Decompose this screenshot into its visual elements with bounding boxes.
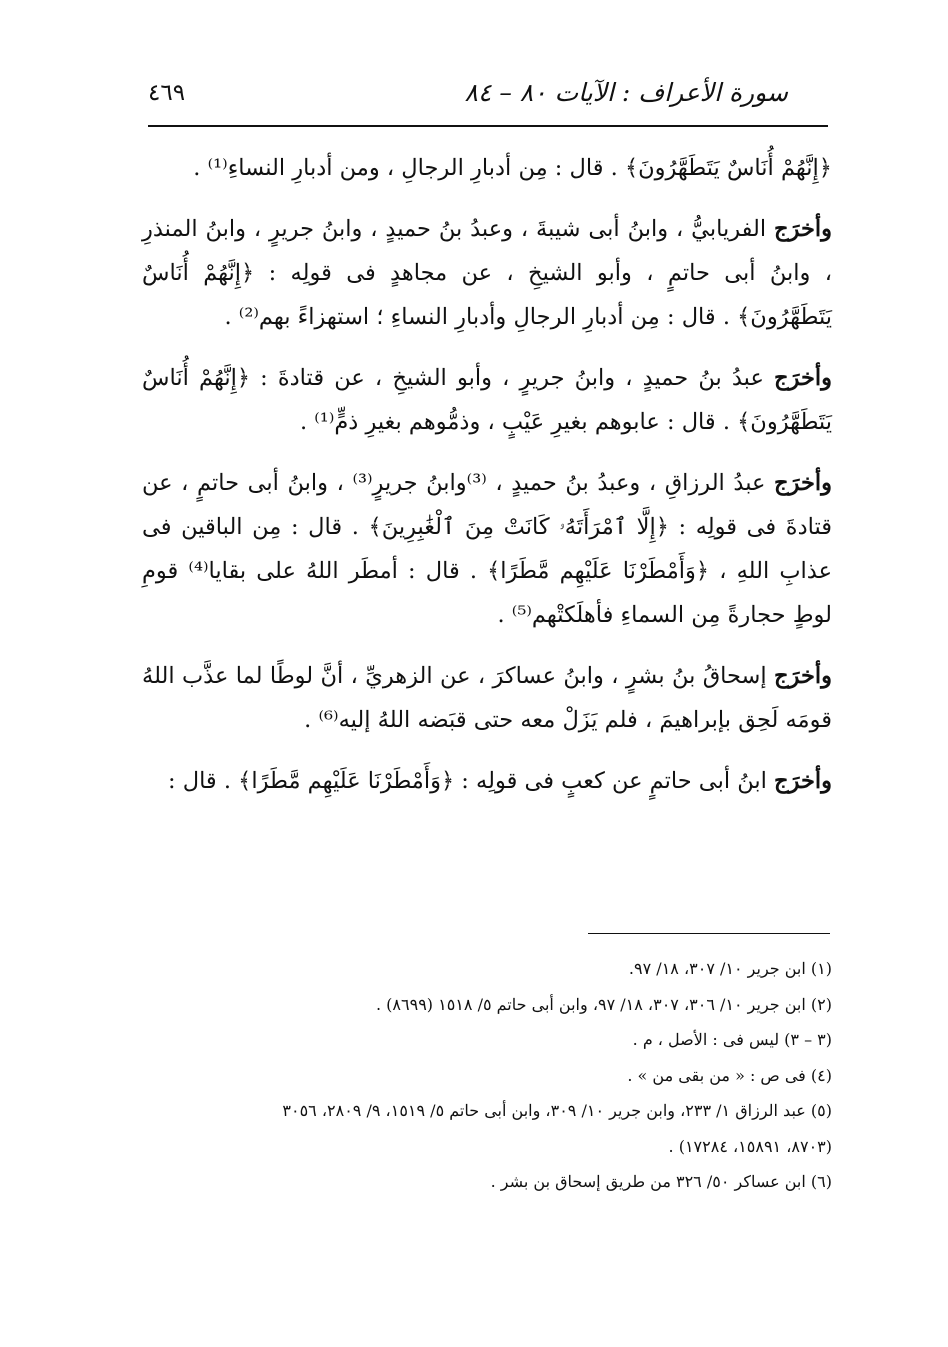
paragraph-text: إسحاقُ بنُ بشرٍ ، وابنُ عساكرَ ، عن الزهريِّ ، أنَّ لوطًا لما عذَّب اللهُ قومَه لَحِق بإبراهيمَ ، فلم يَزَلْ معه حتى قبَضه اللهُ إليه⁽⁶⁾ . <box>142 663 832 733</box>
paragraph-text: عبدُ الرزاقِ ، وعبدُ بنُ حميدٍ ، ⁽³⁾وابنُ جريرٍ⁽³⁾ ، وابنُ أبى حاتمٍ ، عن قتادةَ فى قولِه : ﴿إِلَّا ٱمْرَأَتَهُۥ كَانَتْ مِنَ ٱلْغَٰبِرِينَ﴾ . قال : مِن الباقين فى عذابِ اللهِ ، ﴿وَأَمْطَرْنَا عَلَيْهِم مَّطَرًا﴾ . قال : أمطَر اللهُ على بقايا⁽⁴⁾ قومِ لوطٍ حجارةً مِن السماءِ فأهلَكتْهم⁽⁵⁾ . <box>142 470 832 628</box>
main-text <box>142 146 832 820</box>
paragraph-text: عبدُ بنُ حميدٍ ، وابنُ جريرٍ ، وأبو الشيخِ ، عن قتادةَ : ﴿إِنَّهُمْ أُنَاسٌ يَتَطَهَّرُونَ﴾ . قال : عابوهم بغيرِ عَيْبٍ ، وذمُّوهم بغيرِ ذمٍّ⁽¹⁾ . <box>142 365 832 435</box>
paragraph <box>142 759 832 803</box>
footnote: (١) ابن جرير ١٠/ ٣٠٧، ١٨/ ٩٧. <box>628 959 832 978</box>
footnote-separator <box>588 933 830 934</box>
footnote: (٢) ابن جرير ١٠/ ٣٠٦، ٣٠٧، ١٨/ ٩٧، وابن أبى حاتم ٥/ ١٥١٨ (٨٦٩٩) . <box>375 994 832 1014</box>
footnote: (٥) عبد الرزاق ١/ ٢٣٣، وابن جرير ١٠/ ٣٠٩، وابن أبى حاتم ٥/ ١٥١٩، ٩/ ٢٨٠٩، ٣٠٥٦ <box>282 1101 832 1120</box>
paragraph <box>142 461 832 637</box>
paragraph-lead: وأخرَج <box>774 663 832 689</box>
footnote: (٣ – ٣) ليس فى : الأصل ، م . <box>632 1030 832 1049</box>
paragraph <box>142 207 832 339</box>
paragraph <box>142 654 832 742</box>
running-header <box>148 78 828 118</box>
paragraph-lead: وأخرَج <box>774 470 832 496</box>
footnote: (٤) فى ص : « من بقى من » . <box>627 1065 832 1085</box>
page-number: ٤٦٩ <box>148 80 186 106</box>
paragraph-lead: وأخرَج <box>774 768 832 794</box>
footnotes <box>142 951 832 1200</box>
paragraph-lead: وأخرَج <box>774 365 832 391</box>
footnote: (٦) ابن عساكر ٥٠/ ٣٢٦ من طريق إسحاق بن بشر . <box>490 1172 832 1191</box>
footnote: (٨٧٠٣، ١٥٨٩١، ١٧٢٨٤) . <box>668 1136 832 1156</box>
surah-title: سورة الأعراف : الآيات ٨٠ – ٨٤ <box>464 78 788 107</box>
paragraph <box>142 356 832 444</box>
paragraph-lead: وأخرَج <box>774 216 832 242</box>
paragraph-text: ﴿إِنَّهُمْ أُنَاسٌ يَتَطَهَّرُونَ﴾ . قال : مِن أدبارِ الرجالِ ، ومن أدبارِ النساءِ⁽¹⁾ . <box>193 155 832 181</box>
paragraph-text: ابنُ أبى حاتمٍ عن كعبٍ فى قولِه : ﴿وَأَمْطَرْنَا عَلَيْهِم مَّطَرًا﴾ . قال : <box>167 768 775 794</box>
header-rule <box>148 125 828 127</box>
paragraph <box>142 146 832 190</box>
paragraph-text: الفريابيُّ ، وابنُ أبى شيبةَ ، وعبدُ بنُ حميدٍ ، وابنُ جريرٍ ، وابنُ المنذرِ ، وابنُ أبى حاتمٍ ، وأبو الشيخِ ، عن مجاهدٍ فى قولِه : ﴿إِنَّهُمْ أُنَاسٌ يَتَطَهَّرُونَ﴾ . قال : مِن أدبارِ الرجالِ وأدبارِ النساءِ ؛ استهزاءً بهم⁽²⁾ . <box>142 216 832 330</box>
